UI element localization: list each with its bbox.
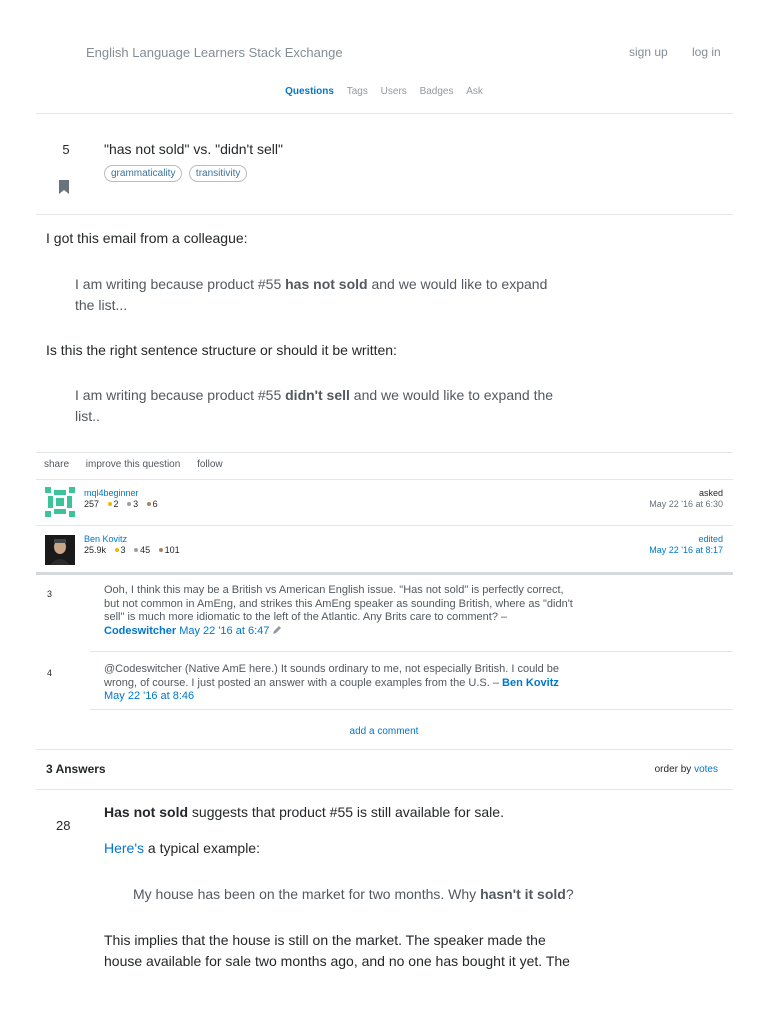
divider <box>36 572 733 575</box>
share-link[interactable]: share <box>44 459 70 470</box>
divider <box>36 214 733 215</box>
silver-count: 45 <box>140 545 151 555</box>
avatar[interactable] <box>45 487 75 517</box>
comment <box>104 584 598 638</box>
silver-count: 3 <box>133 499 139 509</box>
quote-text: I am writing because product #55 <box>75 387 286 403</box>
divider <box>90 651 733 652</box>
gold-badge-icon <box>108 502 112 506</box>
example-link[interactable]: Here's <box>104 840 145 856</box>
site-title[interactable]: English Language Learners Stack Exchange <box>86 45 343 60</box>
tag[interactable]: transitivity <box>189 165 247 182</box>
answer-text: a typical example: <box>144 840 260 856</box>
comment <box>104 663 598 704</box>
reputation: 257 <box>84 499 100 509</box>
comment-user[interactable]: Ben Kovitz <box>502 676 559 689</box>
answer-text: suggests that product #55 is still available for sale. <box>188 804 504 820</box>
comment-date[interactable]: May 22 '16 at 8:46 <box>104 690 195 702</box>
comment-text: Ooh, I think this may be a British vs American English issue. "Has not sold" is perfectly correct, <box>104 584 564 596</box>
question-body-mid: Is this the right sentence structure or should it be written: <box>46 342 397 358</box>
log-in-link[interactable]: log in <box>692 45 721 59</box>
answer-text: This implies that the house is still on the market. The speaker made the <box>104 932 546 948</box>
sort-votes-link[interactable]: votes <box>694 764 718 775</box>
asker-name[interactable]: mql4beginner <box>84 488 139 498</box>
nav-questions[interactable]: Questions <box>285 86 334 97</box>
asked-date: May 22 '16 at 6:30 <box>649 499 723 509</box>
gold-count: 3 <box>120 545 126 555</box>
divider <box>36 452 733 453</box>
comment-text: wrong, of course. I just posted an answer with a couple examples from the U.S. – <box>104 676 499 689</box>
quote-text: I am writing because product #55 <box>75 276 286 292</box>
order-by-label: order by <box>654 764 692 775</box>
main-nav <box>0 86 768 97</box>
sign-up-link[interactable]: sign up <box>629 45 668 59</box>
nav-tags[interactable]: Tags <box>346 86 368 97</box>
answer-paragraph <box>104 930 570 972</box>
quote-text: list.. <box>75 408 100 424</box>
blockquote <box>75 385 553 427</box>
add-comment-link[interactable]: add a comment <box>349 726 419 737</box>
blockquote <box>133 884 574 905</box>
edited-meta <box>649 534 723 556</box>
divider <box>36 749 733 750</box>
avatar[interactable] <box>45 535 75 565</box>
answer-paragraph <box>104 838 260 859</box>
blockquote <box>75 274 547 316</box>
follow-link[interactable]: follow <box>197 459 223 470</box>
quote-text: the list... <box>75 297 128 313</box>
silver-badge-icon <box>127 502 131 506</box>
asked-label: asked <box>698 488 723 498</box>
comment-date[interactable]: May 22 '16 at 6:47 <box>179 624 270 637</box>
question-title[interactable]: "has not sold" vs. "didn't sell" <box>104 141 283 157</box>
question-vote-count: 5 <box>62 142 70 157</box>
answer-paragraph <box>104 802 504 823</box>
comment-score: 3 <box>47 589 53 599</box>
divider <box>36 789 733 790</box>
comment-text: but not common in AmEng, and strikes this AmEng speaker as sounding British, where as "didn't <box>104 597 573 610</box>
post-actions <box>44 459 237 470</box>
divider <box>36 525 733 526</box>
silver-badge-icon <box>134 548 138 552</box>
bronze-count: 101 <box>164 545 180 555</box>
quote-text: and we would like to expand <box>367 276 548 292</box>
tag[interactable]: grammaticality <box>104 165 182 182</box>
editor-card <box>84 534 180 555</box>
quote-bold: didn't sell <box>285 387 350 403</box>
reputation: 25.9k <box>84 545 107 555</box>
question-body-intro: I got this email from a colleague: <box>46 230 248 246</box>
gold-badge-icon <box>115 548 119 552</box>
bookmark-icon[interactable] <box>59 180 69 194</box>
comment-text: @Codeswitcher (Native AmE here.) It sounds ordinary to me, not especially British. I could be <box>104 663 560 675</box>
bronze-count: 6 <box>152 499 158 509</box>
comment-score: 4 <box>47 668 53 678</box>
sort-control <box>655 764 718 775</box>
quote-text: My house has been on the market for two months. Why <box>133 886 481 902</box>
quote-bold: has not sold <box>285 276 368 292</box>
nav-ask[interactable]: Ask <box>466 86 483 97</box>
nav-badges[interactable]: Badges <box>419 86 454 97</box>
asker-card <box>84 488 158 509</box>
answer-vote-count: 28 <box>56 818 71 833</box>
quote-text: ? <box>565 886 574 902</box>
quote-text: and we would like to expand the <box>349 387 554 403</box>
answers-heading: 3 Answers <box>46 762 106 776</box>
asked-meta <box>649 488 723 510</box>
answer-bold: Has not sold <box>104 804 189 820</box>
editor-name[interactable]: Ben Kovitz <box>84 534 128 544</box>
pencil-icon[interactable] <box>272 625 282 635</box>
bronze-badge-icon <box>147 502 151 506</box>
comment-text: sell" is much more idiomatic to the left of the Atlantic. Any Brits care to comment? – <box>104 611 508 623</box>
nav-users[interactable]: Users <box>380 86 407 97</box>
improve-question-link[interactable]: improve this question <box>85 459 181 470</box>
gold-count: 2 <box>113 499 119 509</box>
comment-user[interactable]: Codeswitcher <box>104 624 177 637</box>
divider <box>90 709 733 710</box>
tag-list <box>104 163 249 182</box>
divider <box>36 479 733 480</box>
divider <box>36 113 733 114</box>
quote-bold: hasn't it sold <box>480 886 566 902</box>
edited-label[interactable]: edited <box>698 534 723 544</box>
answer-text: house available for sale two months ago, and no one has bought it yet. The <box>104 953 570 969</box>
edited-date[interactable]: May 22 '16 at 8:17 <box>649 545 723 555</box>
bronze-badge-icon <box>159 548 163 552</box>
